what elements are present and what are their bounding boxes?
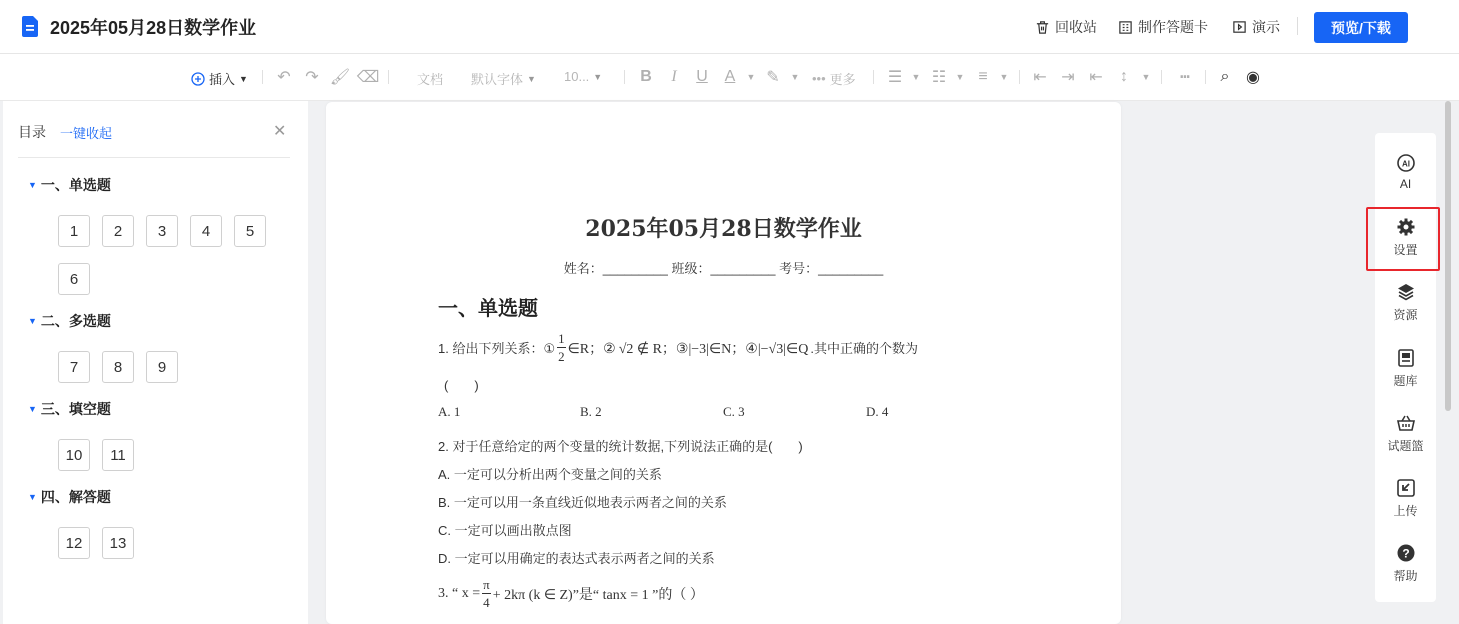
student-info-line[interactable]: 姓名：_________ 班级：_________ 考号：_________ bbox=[563, 261, 884, 276]
toc-question-7[interactable]: 7 bbox=[58, 351, 90, 383]
caret-down-icon: ▼ bbox=[28, 316, 37, 326]
caret-down-icon: ▼ bbox=[28, 180, 37, 190]
toc-section-fill-blank[interactable] bbox=[28, 399, 111, 419]
toolbar-divider bbox=[873, 70, 874, 84]
align-icon[interactable]: ≡ bbox=[978, 68, 988, 85]
caret-down-icon: ▼ bbox=[28, 404, 37, 414]
q1-option-c[interactable]: C. 3 bbox=[723, 404, 745, 419]
q1-relations: √2 ∉ R；③|−3|∈N；④|−√3|∈Q bbox=[618, 341, 809, 357]
close-icon[interactable]: ✕ bbox=[273, 123, 287, 140]
more-button[interactable] bbox=[812, 69, 856, 88]
scrollbar-thumb[interactable] bbox=[1445, 101, 1451, 411]
toc-question-13[interactable]: 13 bbox=[102, 527, 134, 559]
q2-option-b[interactable]: B. 一定可以用一条直线近似地表示两者之间的关系 bbox=[438, 495, 727, 510]
editor-toolbar bbox=[0, 54, 1459, 101]
q1-relation-1: ∈R；② bbox=[567, 341, 616, 357]
document-title[interactable]: 2025年05月28日数学作业 bbox=[50, 18, 257, 38]
q3-prefix: 3. “ x = bbox=[438, 585, 481, 601]
toolbar-divider bbox=[1205, 70, 1206, 84]
font-color-icon[interactable]: A bbox=[724, 68, 736, 85]
line-spacing-icon[interactable]: ↕ bbox=[1120, 68, 1128, 85]
q1-option-d[interactable]: D. 4 bbox=[866, 404, 889, 419]
toc-question-10[interactable]: 10 bbox=[58, 439, 90, 471]
font-size-label: 10... bbox=[564, 69, 590, 84]
q3-fraction-denominator: 4 bbox=[483, 595, 490, 610]
toc-question-9[interactable]: 9 bbox=[146, 351, 178, 383]
toolbar-divider bbox=[1019, 70, 1020, 84]
more-dots-icon: ••• bbox=[812, 71, 826, 86]
chevron-down-icon[interactable]: ▼ bbox=[1141, 72, 1151, 82]
font-family-label: 默认字体 bbox=[471, 72, 524, 87]
toc-section-label: 四、解答题 bbox=[40, 489, 111, 505]
toc-collapse-all-link[interactable]: 一键收起 bbox=[60, 126, 113, 141]
chevron-down-icon: ▼ bbox=[239, 73, 248, 84]
eraser-icon[interactable]: ⌫ bbox=[356, 69, 380, 86]
toolbar-divider bbox=[624, 70, 625, 84]
svg-text:?: ? bbox=[1401, 546, 1410, 560]
toc-question-12[interactable]: 12 bbox=[58, 527, 90, 559]
toc-question-2[interactable]: 2 bbox=[102, 215, 134, 247]
highlight-icon[interactable]: ✎ bbox=[766, 69, 780, 86]
toc-question-8[interactable]: 8 bbox=[102, 351, 134, 383]
toolbar-divider bbox=[388, 70, 389, 84]
toc-divider bbox=[18, 157, 290, 158]
q1-fraction bbox=[557, 332, 566, 363]
camera-icon[interactable]: ◉ bbox=[1246, 69, 1260, 86]
help-icon bbox=[1396, 543, 1416, 563]
q1-fraction-denominator: 2 bbox=[558, 349, 565, 364]
q1-suffix: .其中正确的个数为 bbox=[810, 341, 918, 356]
answer-card-button[interactable] bbox=[1118, 17, 1208, 37]
recycle-bin-label: 回收站 bbox=[1055, 19, 1097, 35]
ai-label: AI bbox=[1399, 177, 1412, 191]
insert-label: 插入 bbox=[209, 72, 236, 87]
format-painter-icon[interactable]: 🖌︎ bbox=[329, 69, 351, 86]
question-bank-label: 题库 bbox=[1393, 373, 1418, 388]
section-heading-single-choice[interactable]: 一、单选题 bbox=[438, 298, 538, 320]
caret-down-icon: ▼ bbox=[28, 492, 37, 502]
preview-download-button[interactable]: 预览/下载 bbox=[1314, 12, 1408, 43]
toolbar-divider bbox=[1161, 70, 1162, 84]
plus-circle-icon bbox=[191, 72, 205, 86]
toc-section-label: 三、填空题 bbox=[40, 401, 111, 417]
q1-prefix: 1. 给出下列关系：① bbox=[438, 341, 556, 356]
toc-section-multiple-choice[interactable] bbox=[28, 311, 111, 331]
question-1-stem[interactable] bbox=[438, 332, 918, 363]
find-replace-icon[interactable]: ⌕ bbox=[1220, 68, 1230, 85]
right-tool-panel bbox=[1375, 133, 1436, 602]
present-label: 演示 bbox=[1252, 19, 1280, 35]
present-button[interactable] bbox=[1232, 17, 1280, 37]
answer-card-label: 制作答题卡 bbox=[1138, 19, 1208, 35]
present-icon bbox=[1232, 20, 1247, 35]
chevron-down-icon[interactable]: ▼ bbox=[999, 72, 1009, 82]
toc-section-single-choice[interactable] bbox=[28, 175, 111, 195]
italic-icon[interactable]: I bbox=[671, 68, 677, 85]
question-basket-label: 试题篮 bbox=[1387, 438, 1424, 453]
paragraph-style-dropdown[interactable] bbox=[417, 69, 443, 88]
toc-section-label: 一、单选题 bbox=[40, 177, 111, 193]
q2-option-d[interactable]: D. 一定可以用确定的表达式表示两者之间的关系 bbox=[438, 551, 715, 566]
chevron-down-icon[interactable]: ▼ bbox=[955, 72, 965, 82]
redo-icon[interactable]: ↷ bbox=[305, 69, 319, 86]
question-1-paren[interactable]: ( ) bbox=[444, 378, 479, 393]
toc-sidebar bbox=[3, 101, 308, 624]
question-bank-button[interactable] bbox=[1375, 338, 1436, 398]
font-size-dropdown[interactable] bbox=[564, 69, 602, 84]
chevron-down-icon[interactable]: ▼ bbox=[790, 72, 800, 82]
chevron-down-icon: ▼ bbox=[593, 71, 603, 82]
app-header bbox=[0, 0, 1459, 54]
q3-rest: + 2kπ (k ∈ Z)”是“ tanx = 1 ”的（ ） bbox=[492, 587, 704, 603]
bold-icon[interactable]: B bbox=[640, 68, 652, 85]
q3-fraction bbox=[482, 578, 491, 609]
indent-top-icon[interactable]: ⇤ bbox=[1033, 69, 1047, 86]
help-button[interactable] bbox=[1375, 533, 1436, 593]
question-2-stem[interactable]: 2. 对于任意给定的两个变量的统计数据,下列说法正确的是( ) bbox=[438, 439, 803, 454]
trash-icon bbox=[1035, 20, 1050, 35]
settings-highlight-box bbox=[1366, 207, 1440, 271]
document-page[interactable] bbox=[326, 102, 1121, 624]
document-icon bbox=[22, 16, 38, 37]
q3-fraction-numerator: π bbox=[483, 577, 490, 592]
paragraph-style-label: 文档 bbox=[417, 72, 444, 87]
undo-icon[interactable]: ↶ bbox=[277, 69, 291, 86]
font-family-dropdown[interactable] bbox=[471, 69, 536, 88]
toc-section-answer[interactable] bbox=[28, 487, 111, 507]
q2-option-a[interactable]: A. 一定可以分析出两个变量之间的关系 bbox=[438, 467, 662, 482]
chevron-down-icon: ▼ bbox=[527, 73, 536, 84]
toc-question-1[interactable]: 1 bbox=[58, 215, 90, 247]
help-label: 帮助 bbox=[1393, 568, 1418, 583]
chevron-down-icon[interactable]: ▼ bbox=[746, 72, 756, 82]
bullet-list-icon[interactable]: ☰ bbox=[887, 69, 903, 86]
chevron-down-icon[interactable]: ▼ bbox=[911, 72, 921, 82]
underline-icon[interactable]: U bbox=[696, 68, 708, 85]
question-basket-button[interactable] bbox=[1375, 403, 1436, 463]
settings-label: 设置 bbox=[1393, 242, 1418, 257]
toc-question-11[interactable]: 11 bbox=[102, 439, 134, 471]
document-heading[interactable]: 2025年05月28日数学作业 bbox=[585, 216, 862, 242]
answer-card-icon bbox=[1118, 20, 1133, 35]
numbered-list-icon[interactable]: ☷ bbox=[931, 69, 947, 86]
more-label: 更多 bbox=[829, 72, 856, 87]
indent-increase-icon[interactable]: ⇥ bbox=[1061, 69, 1075, 86]
upload-icon bbox=[1396, 478, 1416, 498]
q1-option-a[interactable]: A. 1 bbox=[438, 404, 461, 419]
q2-option-c[interactable]: C. 一定可以画出散点图 bbox=[438, 523, 572, 538]
toc-section-label: 二、多选题 bbox=[40, 313, 111, 329]
question-bank-icon bbox=[1396, 348, 1416, 368]
ai-icon bbox=[1396, 153, 1416, 173]
q1-option-b[interactable]: B. 2 bbox=[580, 404, 602, 419]
resources-button[interactable] bbox=[1375, 272, 1436, 332]
toc-question-3[interactable]: 3 bbox=[146, 215, 178, 247]
q1-fraction-numerator: 1 bbox=[558, 331, 565, 346]
resources-label: 资源 bbox=[1393, 307, 1418, 322]
page-break-icon[interactable]: ┅ bbox=[1180, 69, 1190, 86]
ai-button[interactable] bbox=[1375, 142, 1436, 202]
upload-label: 上传 bbox=[1393, 503, 1418, 518]
toc-question-5[interactable]: 5 bbox=[234, 215, 266, 247]
toolbar-divider bbox=[262, 70, 263, 84]
question-3-stem[interactable] bbox=[438, 578, 704, 609]
upload-button[interactable] bbox=[1375, 468, 1436, 528]
toc-question-4[interactable]: 4 bbox=[190, 215, 222, 247]
header-divider bbox=[1297, 17, 1298, 35]
svg-text:AI: AI bbox=[1401, 159, 1410, 169]
indent-decrease-icon[interactable]: ⇤ bbox=[1089, 69, 1103, 86]
recycle-bin-button[interactable] bbox=[1035, 17, 1097, 37]
basket-icon bbox=[1396, 413, 1416, 433]
toc-title: 目录 bbox=[18, 124, 46, 140]
layers-icon bbox=[1396, 282, 1416, 302]
toc-question-6[interactable]: 6 bbox=[58, 263, 90, 295]
insert-button[interactable] bbox=[191, 69, 248, 88]
